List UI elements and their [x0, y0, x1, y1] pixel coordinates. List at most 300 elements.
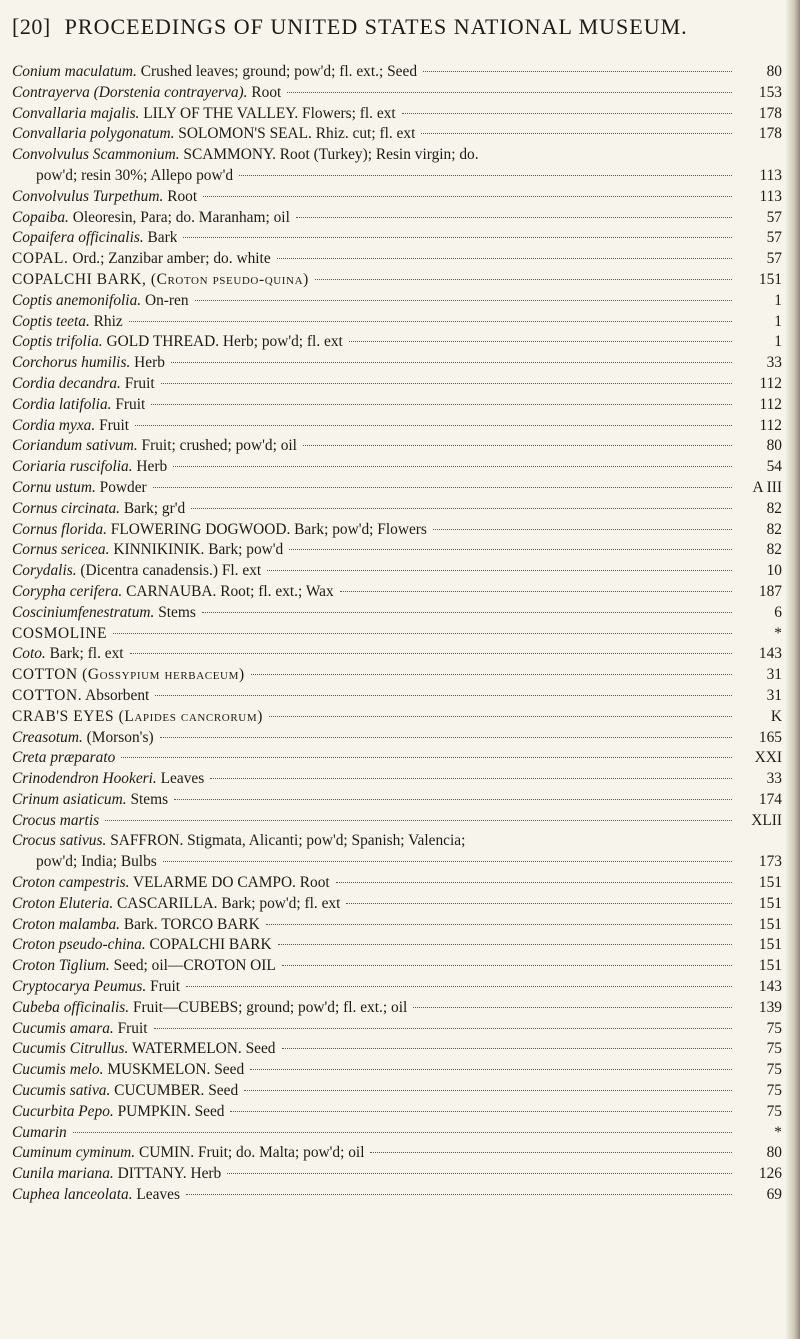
- entry-text: [12, 249, 271, 270]
- entry-reference: 75: [766, 1019, 782, 1037]
- index-entry: [12, 748, 782, 769]
- entry-name: Cucumis melo.: [12, 1061, 104, 1079]
- entry-description-continued: pow'd; India; Bulbs: [36, 853, 157, 871]
- dot-leader: [370, 1152, 732, 1153]
- entry-text: [12, 624, 107, 645]
- entry-description: CARNAUBA. Root; fl. ext.; Wax: [122, 582, 334, 600]
- dot-leader: [195, 300, 732, 301]
- dot-leader: [153, 487, 732, 488]
- entry-name: Corypha cerifera.: [12, 582, 123, 600]
- entry-text: [12, 686, 149, 707]
- entry-text: [12, 956, 276, 977]
- entry-name: Crocus sativus.: [12, 832, 107, 850]
- dot-leader: [289, 549, 732, 550]
- entry-description: Fruit: [113, 1019, 148, 1037]
- entry-description: LILY OF THE VALLEY. Flowers; fl. ext: [139, 104, 396, 122]
- entry-text: [12, 520, 427, 541]
- entry-name: Cornus circinata.: [12, 499, 121, 517]
- entry-name: Contrayerva (Dorstenia contrayerva).: [12, 83, 248, 101]
- dot-leader: [413, 1007, 732, 1008]
- dot-leader: [186, 986, 732, 987]
- entry-description: Leaves: [156, 770, 205, 788]
- entry-text: [12, 582, 334, 603]
- entry-description: CUCUMBER. Seed: [110, 1082, 239, 1100]
- dot-leader: [282, 1048, 732, 1049]
- dot-leader: [433, 529, 732, 530]
- index-entry: [12, 998, 782, 1019]
- index-entry: [12, 1143, 782, 1164]
- entry-name: Cordia decandra.: [12, 374, 121, 392]
- dot-leader: [296, 217, 732, 218]
- entry-description: KINNIKINIK. Bark; pow'd: [109, 541, 284, 559]
- entry-reference: 82: [766, 541, 782, 559]
- entry-name: Conium maculatum.: [12, 63, 137, 80]
- entry-name: Creasotum.: [12, 728, 83, 746]
- page-edge: [786, 0, 800, 1339]
- entry-reference: 80: [766, 437, 782, 455]
- entry-reference: 80: [766, 63, 782, 80]
- entry-reference: 112: [759, 395, 782, 413]
- entry-description: DITTANY. Herb: [113, 1165, 222, 1183]
- entry-description: SAFFRON. Stigmata, Alicanti; pow'd; Spanish; Valencia;: [106, 832, 466, 850]
- page-header: [12, 14, 688, 40]
- entry-description: Bark: [143, 229, 178, 247]
- dot-leader: [171, 362, 732, 363]
- entry-description: VELARME DO CAMPO. Root: [129, 874, 330, 892]
- entry-reference: 69: [766, 1186, 782, 1204]
- entry-reference: *: [774, 624, 782, 642]
- entry-text: [12, 998, 407, 1019]
- entry-reference: 143: [758, 978, 782, 996]
- dot-leader: [269, 716, 732, 717]
- entry-reference: 31: [766, 666, 782, 684]
- dot-leader: [155, 695, 732, 696]
- entry-text: [12, 374, 155, 395]
- dot-leader: [135, 425, 732, 426]
- dot-leader: [202, 612, 732, 613]
- entry-text: [12, 270, 309, 291]
- entry-reference: 151: [758, 915, 782, 933]
- entry-description: Fruit: [120, 374, 155, 392]
- entry-name: Crinum asiaticum.: [12, 790, 127, 808]
- index-entry: [12, 249, 782, 270]
- dot-leader: [121, 757, 732, 758]
- entry-name: Corchorus humilis.: [12, 354, 131, 372]
- entry-reference: XLII: [751, 811, 782, 829]
- entry-text: [12, 208, 290, 229]
- index-entry: [12, 145, 782, 187]
- entry-description: Bark. TORCO BARK: [120, 915, 260, 933]
- entry-text: [12, 395, 145, 416]
- index-entry: [12, 790, 782, 811]
- index-entry: [12, 956, 782, 977]
- entry-reference: 57: [766, 208, 782, 226]
- index-entry: [12, 644, 782, 665]
- entry-continuation-line: [12, 166, 782, 187]
- entry-text: [12, 935, 272, 956]
- entry-reference: 10: [766, 562, 782, 580]
- entry-reference: 1: [774, 291, 782, 309]
- index-entry: [12, 1039, 782, 1060]
- entry-name: Cucurbita Pepo.: [12, 1102, 114, 1120]
- index-entry: [12, 603, 782, 624]
- entry-continuation-line: [12, 852, 782, 873]
- entry-reference: 57: [766, 250, 782, 268]
- entry-name: COSMOLINE: [12, 624, 108, 642]
- entry-name: Cordia myxa.: [12, 416, 96, 434]
- dot-leader: [315, 279, 732, 280]
- index-entry: [12, 416, 782, 437]
- entry-name: Cosciniumfenestratum.: [12, 603, 155, 621]
- entry-reference: 151: [758, 270, 782, 288]
- index-entry: [12, 332, 782, 353]
- index-entry: [12, 520, 782, 541]
- entry-description: (Morson's): [82, 728, 154, 746]
- dot-leader: [336, 882, 732, 883]
- dot-leader: [227, 1173, 732, 1174]
- dot-leader: [210, 778, 732, 779]
- index-entry: [12, 728, 782, 749]
- entry-text: [12, 499, 185, 520]
- entry-reference: K: [770, 707, 782, 725]
- index-entry: [12, 977, 782, 998]
- entry-description: Fruit—CUBEBS; ground; pow'd; fl. ext.; oil: [129, 998, 408, 1016]
- entry-text: [12, 457, 167, 478]
- entry-text: [12, 1102, 224, 1123]
- entry-reference: 173: [758, 853, 782, 871]
- entry-name: Cuminum cyminum.: [12, 1144, 136, 1162]
- index-entry: [12, 624, 782, 645]
- entry-description: Crushed leaves; ground; pow'd; fl. ext.; Seed: [136, 63, 418, 80]
- dot-leader: [73, 1132, 732, 1133]
- index-entry: [12, 769, 782, 790]
- index-entry-list: [12, 62, 782, 1206]
- entry-reference: 112: [759, 374, 782, 392]
- entry-reference: 178: [758, 125, 782, 143]
- dot-leader: [423, 71, 732, 72]
- entry-description: Fruit: [146, 978, 180, 996]
- entry-text: [12, 1123, 67, 1144]
- entry-name: Cumarin: [12, 1123, 67, 1141]
- entry-name: Coptis trifolia.: [12, 333, 103, 351]
- entry-reference: 82: [766, 520, 782, 538]
- entry-description: On-ren: [141, 291, 189, 309]
- dot-leader: [282, 965, 732, 966]
- entry-reference: 31: [766, 686, 782, 704]
- index-entry: [12, 436, 782, 457]
- index-entry: [12, 873, 782, 894]
- dot-leader: [173, 466, 732, 467]
- entry-name: Cucumis amara.: [12, 1019, 114, 1037]
- dot-leader: [203, 196, 732, 197]
- entry-reference: 151: [758, 936, 782, 954]
- dot-leader: [349, 341, 732, 342]
- index-entry: [12, 228, 782, 249]
- entry-text: [12, 561, 261, 582]
- index-entry: [12, 478, 782, 499]
- index-entry: [12, 1060, 782, 1081]
- dot-leader: [278, 944, 732, 945]
- entry-reference: 112: [759, 416, 782, 434]
- dot-leader: [230, 1111, 732, 1112]
- entry-name: Croton campestris.: [12, 874, 130, 892]
- entry-text: [12, 291, 189, 312]
- dot-leader: [402, 113, 732, 114]
- entry-text: [12, 748, 115, 769]
- entry-text: [12, 1060, 244, 1081]
- entry-text: [12, 665, 245, 686]
- entry-name: Crocus martis: [12, 811, 100, 829]
- entry-reference: 75: [766, 1102, 782, 1120]
- dot-leader: [267, 570, 732, 571]
- dot-leader: [186, 1194, 732, 1195]
- index-entry: [12, 935, 782, 956]
- dot-leader: [239, 175, 732, 176]
- index-entry: [12, 831, 782, 873]
- index-entry: [12, 374, 782, 395]
- entry-description: Absorbent: [82, 686, 150, 704]
- entry-text: [12, 915, 260, 936]
- entry-text: [12, 790, 168, 811]
- dot-leader: [251, 674, 732, 675]
- entry-text: [12, 707, 263, 728]
- entry-reference: 151: [758, 894, 782, 912]
- entry-text: [12, 1039, 276, 1060]
- index-entry: [12, 540, 782, 561]
- entry-reference: 75: [766, 1061, 782, 1079]
- dot-leader: [113, 633, 732, 634]
- entry-reference: 75: [766, 1082, 782, 1100]
- entry-reference: 151: [758, 957, 782, 975]
- entry-text: [12, 873, 330, 894]
- entry-reference: 33: [766, 354, 782, 372]
- index-entry: [12, 353, 782, 374]
- entry-reference: XXI: [754, 749, 782, 767]
- entry-description: COPALCHI BARK: [145, 936, 272, 954]
- index-entry: [12, 104, 782, 125]
- dot-leader: [129, 321, 732, 322]
- entry-description: Ord.; Zanzibar amber; do. white: [68, 250, 271, 268]
- entry-name: Crinodendron Hookeri.: [12, 770, 157, 788]
- entry-name: Copaiba.: [12, 208, 69, 226]
- page-number: [20]: [12, 14, 51, 39]
- entry-reference: 139: [758, 998, 782, 1016]
- entry-text: [12, 1081, 238, 1102]
- entry-name: Cucumis sativa.: [12, 1082, 111, 1100]
- entry-description: Stems: [154, 603, 196, 621]
- entry-text: [12, 1143, 364, 1164]
- dot-leader: [163, 861, 732, 862]
- index-entry: [12, 1102, 782, 1123]
- index-entry: [12, 1185, 782, 1206]
- entry-name: Creta præparato: [12, 749, 116, 767]
- entry-description: Seed; oil—CROTON OIL: [109, 957, 276, 975]
- index-entry: [12, 894, 782, 915]
- entry-text: [12, 811, 99, 832]
- entry-reference: 6: [774, 603, 782, 621]
- entry-text: [12, 977, 180, 998]
- dot-leader: [244, 1090, 732, 1091]
- entry-name: Cornus sericea.: [12, 541, 110, 559]
- entry-text: [12, 83, 281, 104]
- entry-description: Root: [247, 83, 282, 101]
- entry-text: [12, 728, 154, 749]
- entry-name: Croton malamba.: [12, 915, 121, 933]
- dot-leader: [340, 591, 732, 592]
- entry-reference: 143: [758, 645, 782, 663]
- entry-text: [12, 353, 165, 374]
- index-entry: [12, 62, 782, 83]
- index-entry: [12, 499, 782, 520]
- entry-reference: 174: [758, 790, 782, 808]
- index-entry: [12, 187, 782, 208]
- index-entry: [12, 312, 782, 333]
- entry-name: Coriaria ruscifolia.: [12, 458, 133, 476]
- entry-first-line: [12, 831, 782, 852]
- dot-leader: [160, 737, 732, 738]
- entry-description: Herb: [132, 458, 168, 476]
- index-entry: [12, 665, 782, 686]
- dot-leader: [191, 508, 732, 509]
- entry-description: Bark; fl. ext: [45, 645, 124, 663]
- dot-leader: [174, 799, 732, 800]
- entry-text: [12, 416, 129, 437]
- entry-name: Copaifera officinalis.: [12, 229, 144, 247]
- entry-first-line: [12, 145, 782, 166]
- entry-description: (Dicentra canadensis.) Fl. ext: [76, 562, 262, 580]
- index-entry: [12, 395, 782, 416]
- entry-name: Corydalis.: [12, 562, 77, 580]
- entry-reference: 178: [758, 104, 782, 122]
- entry-name: Cordia latifolia.: [12, 395, 112, 413]
- entry-name: Convolvulus Turpethum.: [12, 187, 164, 205]
- entry-text: [12, 104, 396, 125]
- entry-description: GOLD THREAD. Herb; pow'd; fl. ext: [102, 333, 343, 351]
- dot-leader: [421, 133, 732, 134]
- entry-text: [12, 603, 196, 624]
- entry-description: CUMIN. Fruit; do. Malta; pow'd; oil: [135, 1144, 365, 1162]
- entry-description: Root: [163, 187, 198, 205]
- entry-reference: 165: [758, 728, 782, 746]
- dot-leader: [303, 445, 732, 446]
- entry-name: Convolvulus Scammonium.: [12, 146, 180, 164]
- entry-name: Cuphea lanceolata.: [12, 1186, 133, 1204]
- entry-reference: 57: [766, 229, 782, 247]
- entry-description: PUMPKIN. Seed: [113, 1102, 225, 1120]
- entry-description: Oleoresin, Para; do. Maranham; oil: [68, 208, 290, 226]
- entry-description: Fruit; crushed; pow'd; oil: [137, 437, 297, 455]
- entry-name: Cunila mariana.: [12, 1165, 114, 1183]
- entry-name: Convallaria majalis.: [12, 104, 140, 122]
- index-entry: [12, 686, 782, 707]
- entry-text: [12, 540, 283, 561]
- entry-text: [12, 1185, 180, 1206]
- entry-name: Cucumis Citrullus.: [12, 1040, 129, 1058]
- index-entry: [12, 1081, 782, 1102]
- entry-name: CRAB'S EYES (Lapides cancrorum): [12, 707, 263, 725]
- dot-leader: [287, 92, 732, 93]
- entry-text: [12, 187, 197, 208]
- entry-description: WATERMELON. Seed: [128, 1040, 276, 1058]
- dot-leader: [151, 404, 732, 405]
- entry-description: FLOWERING DOGWOOD. Bark; pow'd; Flowers: [106, 520, 427, 538]
- entry-text: [12, 478, 147, 499]
- index-entry: [12, 582, 782, 603]
- index-entry: [12, 291, 782, 312]
- dot-leader: [266, 924, 732, 925]
- entry-reference: 33: [766, 770, 782, 788]
- entry-description: SOLOMON'S SEAL. Rhiz. cut; fl. ext: [174, 125, 416, 143]
- dot-leader: [183, 237, 732, 238]
- entry-text: [12, 894, 340, 915]
- entry-reference: *: [774, 1123, 782, 1141]
- entry-name: Cornu ustum.: [12, 478, 96, 496]
- entry-name: Croton pseudo-china.: [12, 936, 146, 954]
- entry-name: Cryptocarya Peumus.: [12, 978, 147, 996]
- dot-leader: [154, 1028, 732, 1029]
- entry-description: Powder: [95, 478, 147, 496]
- entry-text: [12, 436, 297, 457]
- dot-leader: [277, 258, 732, 259]
- entry-name: COTTON (Gossypium herbaceum): [12, 666, 245, 684]
- index-entry: [12, 707, 782, 728]
- entry-name: Cornus florida.: [12, 520, 107, 538]
- dot-leader: [105, 820, 732, 821]
- entry-reference: 82: [766, 499, 782, 517]
- entry-reference: 113: [759, 187, 782, 205]
- entry-name: COPAL.: [12, 250, 69, 268]
- index-entry: [12, 811, 782, 832]
- index-entry: [12, 1019, 782, 1040]
- entry-reference: 1: [774, 312, 782, 330]
- entry-name: Coto.: [12, 645, 46, 663]
- entry-description: CASCARILLA. Bark; pow'd; fl. ext: [113, 894, 341, 912]
- index-entry: [12, 457, 782, 478]
- entry-reference: 113: [759, 166, 782, 184]
- entry-reference: 1: [774, 333, 782, 351]
- index-entry: [12, 124, 782, 145]
- running-title: PROCEEDINGS OF UNITED STATES NATIONAL MUSEUM.: [64, 14, 688, 39]
- index-entry: [12, 83, 782, 104]
- entry-reference: 153: [758, 83, 782, 101]
- entry-description: Leaves: [132, 1186, 180, 1204]
- entry-description: Stems: [126, 790, 169, 808]
- entry-name: COPALCHI BARK, (Croton pseudo-quina): [12, 270, 309, 288]
- entry-text: [12, 228, 177, 249]
- dot-leader: [346, 903, 732, 904]
- index-entry: [12, 561, 782, 582]
- index-entry: [12, 270, 782, 291]
- entry-reference: 126: [758, 1165, 782, 1183]
- entry-reference: 80: [766, 1144, 782, 1162]
- entry-text: [12, 769, 204, 790]
- entry-description: MUSKMELON. Seed: [103, 1061, 245, 1079]
- entry-text: [12, 124, 415, 145]
- entry-text: [12, 644, 124, 665]
- entry-description: Fruit: [111, 395, 146, 413]
- entry-text: [12, 62, 417, 83]
- entry-reference: 187: [758, 582, 782, 600]
- entry-description: Rhiz: [89, 312, 123, 330]
- entry-name: COTTON.: [12, 686, 83, 704]
- entry-text: [12, 312, 123, 333]
- entry-reference: 75: [766, 1040, 782, 1058]
- entry-text: [12, 332, 343, 353]
- index-entry: [12, 915, 782, 936]
- entry-reference: 54: [766, 458, 782, 476]
- entry-name: Coptis teeta.: [12, 312, 90, 330]
- entry-name: Coriandum sativum.: [12, 437, 138, 455]
